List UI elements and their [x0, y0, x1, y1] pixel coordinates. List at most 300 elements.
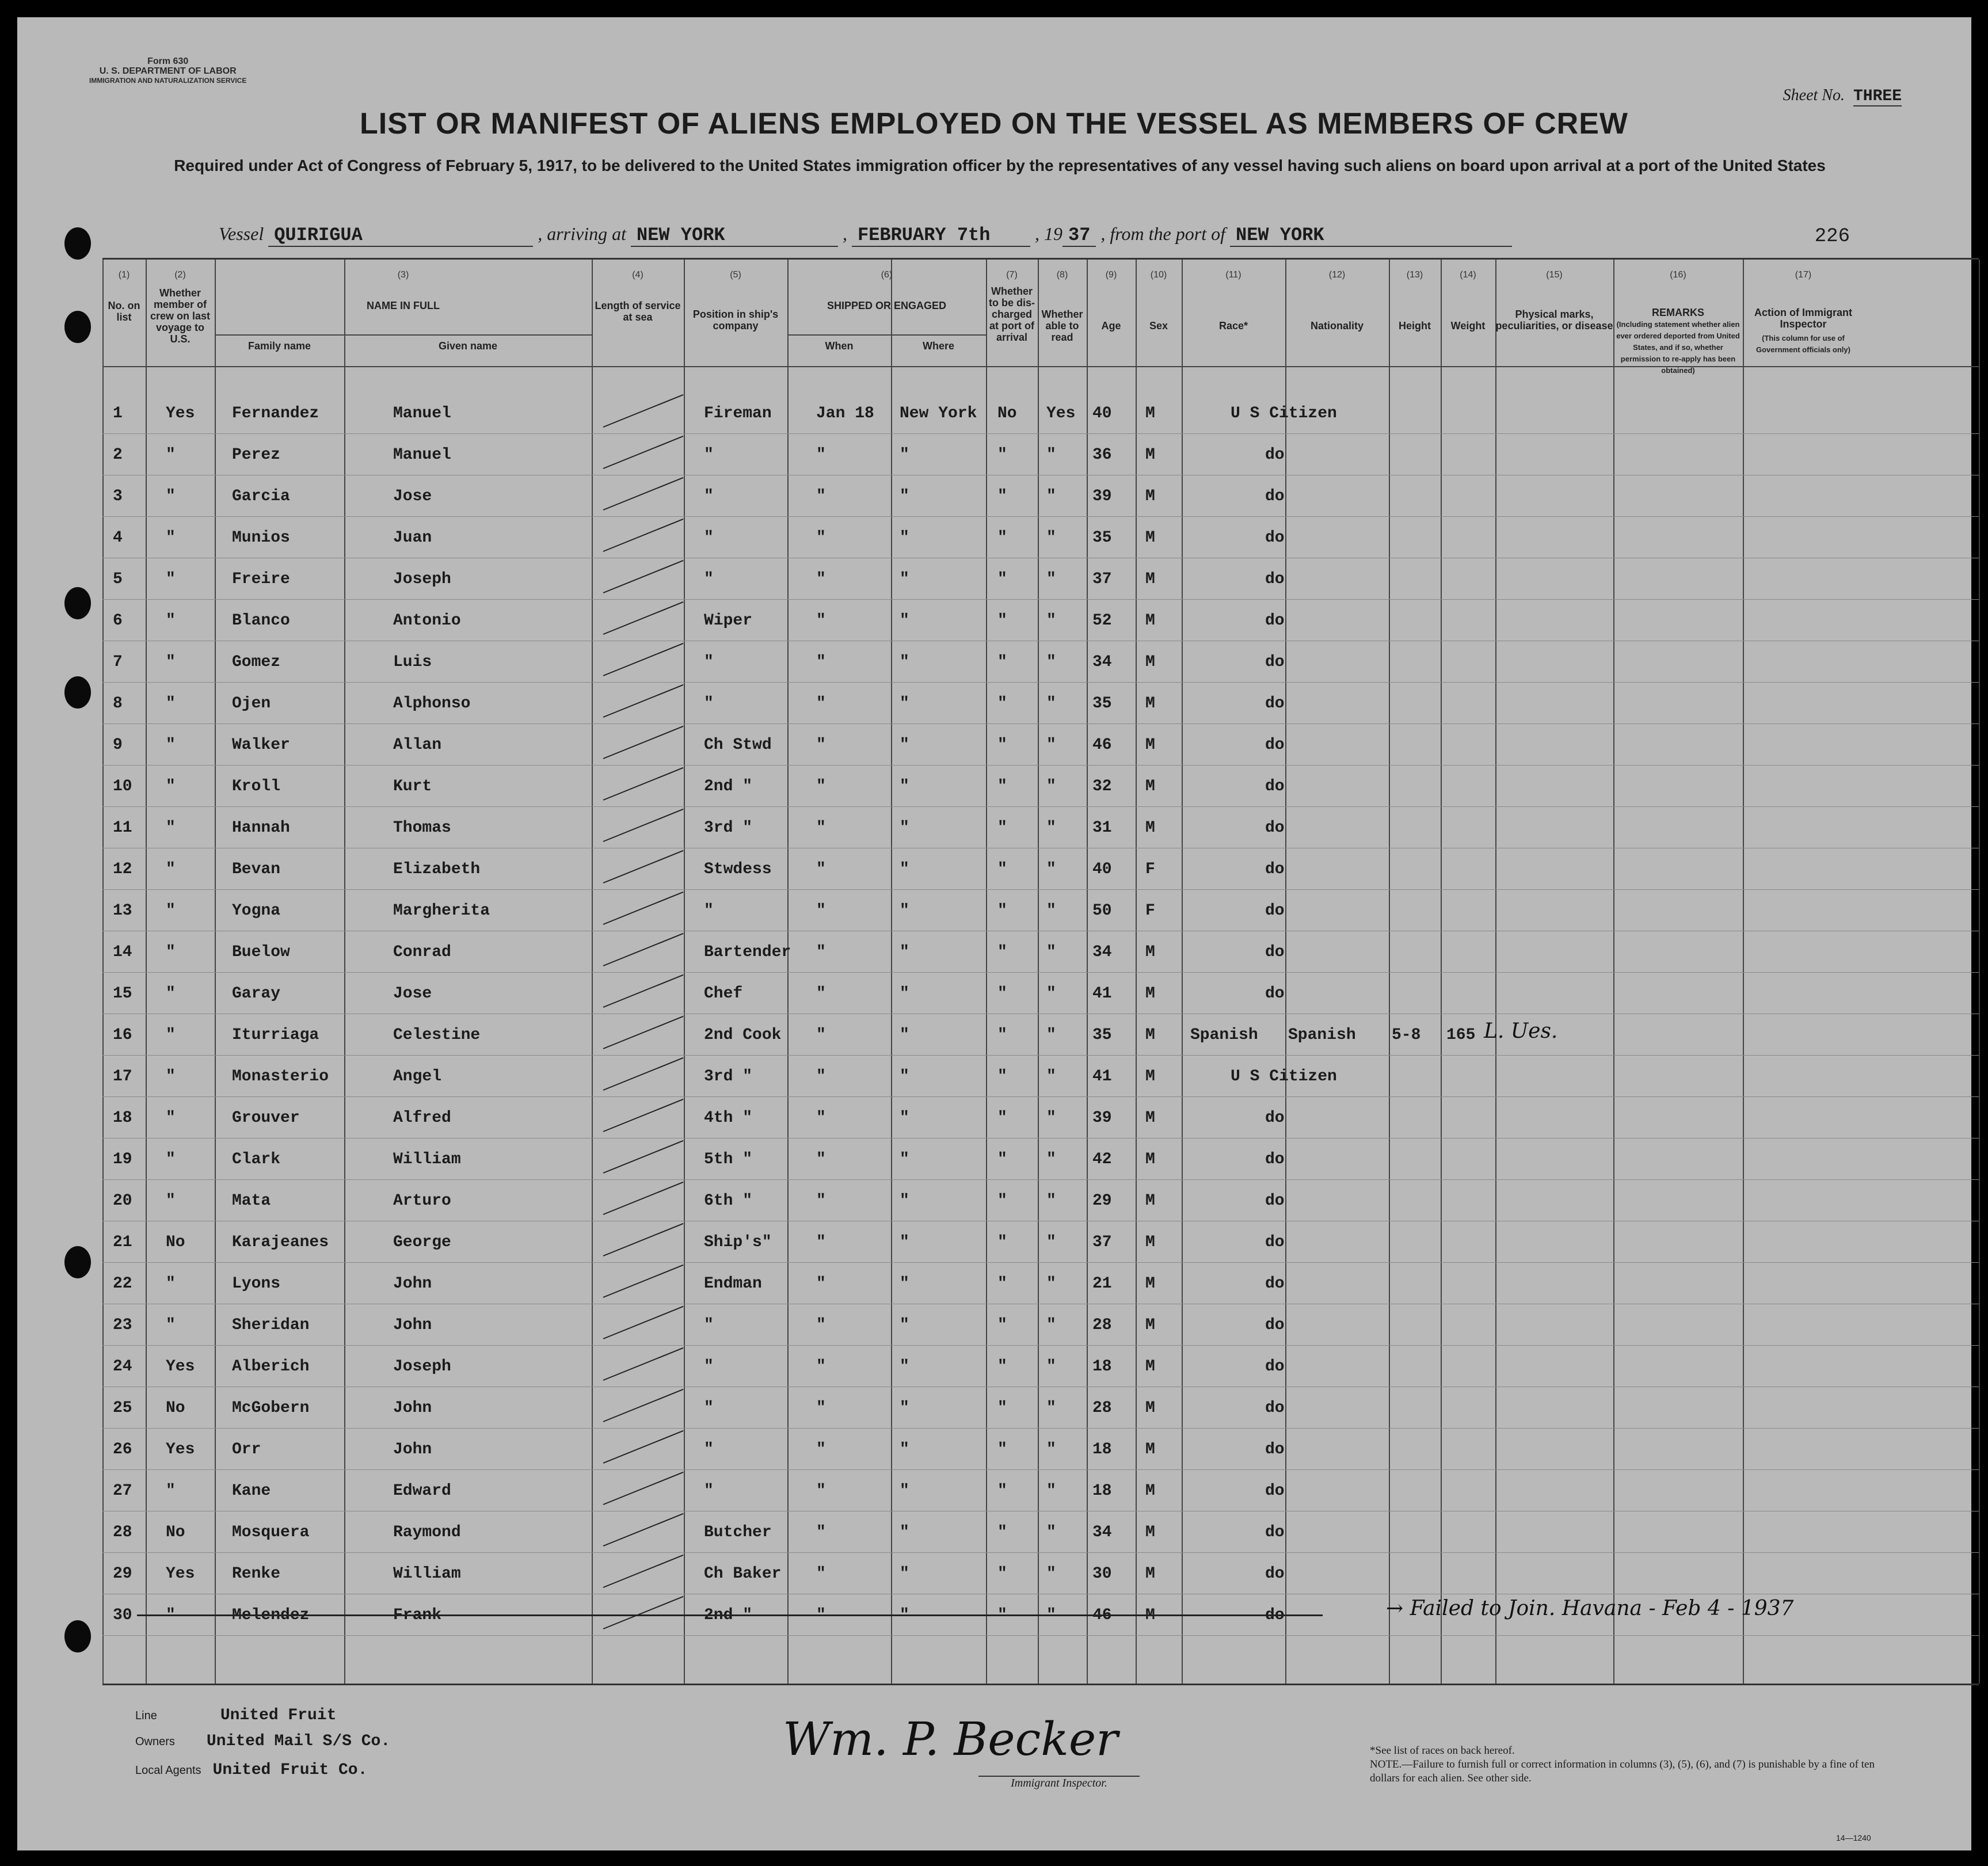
given-name: Joseph: [393, 1358, 451, 1376]
form-number: Form 630: [147, 56, 189, 66]
race: Spanish: [1190, 1026, 1258, 1044]
race: do: [1265, 1565, 1285, 1583]
row-number: 2: [113, 446, 123, 464]
family-name: Monasterio: [232, 1068, 329, 1086]
given-name: Angel: [393, 1068, 442, 1086]
header-age: Age: [1101, 320, 1121, 332]
discharged: ": [997, 695, 1007, 713]
header-race: Race*: [1218, 320, 1248, 332]
race: do: [1265, 488, 1285, 505]
shipped-where: ": [900, 1399, 909, 1417]
given-name: William: [393, 1151, 461, 1168]
given-name: Juan: [393, 529, 432, 547]
table-row: [102, 558, 1979, 598]
nationality: Spanish: [1288, 1026, 1356, 1044]
sheet-value: THREE: [1853, 87, 1902, 105]
position: ": [704, 1358, 714, 1376]
position: ": [704, 695, 714, 713]
sex: M: [1145, 695, 1155, 713]
shipped-where: ": [900, 985, 909, 1003]
header-remarks: REMARKS: [1651, 307, 1704, 318]
shipped-where: ": [900, 1358, 909, 1376]
discharged: ": [997, 1109, 1007, 1127]
position: ": [704, 653, 714, 671]
column-number: (13): [1406, 270, 1423, 280]
crew-member: ": [166, 1606, 176, 1624]
shipped-when: ": [816, 1151, 826, 1168]
sex: M: [1145, 1606, 1155, 1624]
shipped-when: ": [816, 1275, 826, 1293]
race: do: [1265, 1358, 1285, 1376]
height: 5-8: [1392, 1026, 1421, 1044]
family-name: Mosquera: [232, 1524, 310, 1541]
crew-member: ": [166, 1151, 176, 1168]
shipped-when: ": [816, 695, 826, 713]
column-number: (4): [632, 270, 643, 280]
given-name: Conrad: [393, 943, 451, 961]
row-number: 18: [113, 1109, 132, 1127]
shipped-where: ": [900, 1109, 909, 1127]
family-name: Mata: [232, 1192, 271, 1210]
able-to-read: ": [1046, 819, 1056, 837]
discharged: ": [997, 612, 1007, 630]
form-header: [89, 56, 246, 86]
page-subtitle: Required under Act of Congress of February 5, 1917, to be delivered to the United States immigration officer by the representatives of any vessel having such aliens on board upon arrival at a port of the United States: [174, 157, 1826, 174]
shipped-where: ": [900, 1482, 909, 1500]
able-to-read: ": [1046, 488, 1056, 505]
sex: F: [1145, 902, 1155, 920]
race: do: [1265, 1441, 1285, 1458]
age: 28: [1092, 1316, 1112, 1334]
sheet-label: Sheet No.: [1783, 86, 1845, 104]
crew-member: ": [166, 985, 176, 1003]
service-check-mark: [603, 1099, 684, 1132]
position: Ch Stwd: [704, 736, 772, 754]
sex: M: [1145, 736, 1155, 754]
service-check-mark: [603, 850, 684, 884]
position: Wiper: [704, 612, 753, 630]
discharged: ": [997, 1399, 1007, 1417]
service-check-mark: [603, 601, 684, 635]
discharged: ": [997, 819, 1007, 837]
sex: M: [1145, 612, 1155, 630]
position: Ch Baker: [704, 1565, 782, 1583]
age: 28: [1092, 1399, 1112, 1417]
discharged: No: [997, 405, 1017, 422]
race: do: [1265, 446, 1285, 464]
punch-hole: [64, 311, 91, 343]
agents-label: Local Agents: [135, 1764, 201, 1777]
column-number: (1): [118, 270, 130, 280]
sex: M: [1145, 819, 1155, 837]
age: 34: [1092, 943, 1112, 961]
shipped-where: ": [900, 570, 909, 588]
given-name: Elizabeth: [393, 860, 481, 878]
sex: M: [1145, 1192, 1155, 1210]
column-number: (14): [1460, 270, 1476, 280]
race: do: [1265, 1192, 1285, 1210]
able-to-read: ": [1046, 1316, 1056, 1334]
table-row: [102, 475, 1979, 515]
position: Chef: [704, 985, 743, 1003]
table-row: [102, 516, 1979, 557]
given-name: George: [393, 1233, 451, 1251]
owners-value: United Mail S/S Co.: [206, 1732, 391, 1750]
family-name: Munios: [232, 529, 290, 547]
crew-member: ": [166, 1026, 176, 1044]
age: 50: [1092, 902, 1112, 920]
service-check-mark: [603, 643, 684, 676]
shipped-where: ": [900, 1192, 909, 1210]
row-number: 29: [113, 1565, 132, 1583]
position: 2nd Cook: [704, 1026, 782, 1044]
age: 32: [1092, 778, 1112, 795]
column-number: (5): [730, 270, 741, 280]
position: ": [704, 1399, 714, 1417]
crew-member: ": [166, 653, 176, 671]
table-row: [102, 723, 1979, 764]
age: 18: [1092, 1482, 1112, 1500]
discharged: ": [997, 1482, 1007, 1500]
able-to-read: ": [1046, 612, 1056, 630]
header-nationality: Nationality: [1310, 320, 1364, 332]
crew-member: ": [166, 1275, 176, 1293]
discharged: ": [997, 1565, 1007, 1583]
shipped-where: ": [900, 653, 909, 671]
age: 46: [1092, 736, 1112, 754]
row-number: 27: [113, 1482, 132, 1500]
age: 35: [1092, 529, 1112, 547]
crew-member: ": [166, 1316, 176, 1334]
able-to-read: ": [1046, 1233, 1056, 1251]
service-check-mark: [603, 1306, 684, 1339]
given-name: John: [393, 1316, 432, 1334]
crew-member: Yes: [166, 1565, 195, 1583]
family-name: Clark: [232, 1151, 281, 1168]
position: Stwdess: [704, 860, 772, 878]
sex: M: [1145, 1109, 1155, 1127]
service-check-mark: [603, 1555, 684, 1588]
age: 41: [1092, 985, 1112, 1003]
given-name: Joseph: [393, 570, 451, 588]
shipped-where: ": [900, 1026, 909, 1044]
header-length: Length of service at sea: [595, 300, 681, 323]
sex: M: [1145, 1316, 1155, 1334]
shipped-where: ": [900, 943, 909, 961]
able-to-read: ": [1046, 1524, 1056, 1541]
family-name: Alberich: [232, 1358, 310, 1376]
position: Butcher: [704, 1524, 772, 1541]
sex: M: [1145, 446, 1155, 464]
header-weight: Weight: [1450, 320, 1486, 332]
given-name: Raymond: [393, 1524, 461, 1541]
service-check-mark: [603, 1265, 684, 1298]
crew-member: ": [166, 860, 176, 878]
row-number: 28: [113, 1524, 132, 1541]
row-divider: [102, 1635, 1979, 1636]
position: ": [704, 1316, 714, 1334]
shipped-when: ": [816, 943, 826, 961]
sex: F: [1145, 860, 1155, 878]
agents-value: United Fruit Co.: [212, 1761, 368, 1779]
discharged: ": [997, 943, 1007, 961]
shipped-where: ": [900, 860, 909, 878]
service-check-mark: [603, 1016, 684, 1049]
shipped-where: ": [900, 1151, 909, 1168]
sex: M: [1145, 405, 1155, 422]
able-to-read: ": [1046, 1606, 1056, 1624]
line-label: Line: [135, 1709, 157, 1722]
sex: M: [1145, 1524, 1155, 1541]
shipped-when: ": [816, 860, 826, 878]
agents-field: [135, 1761, 367, 1779]
race: do: [1265, 1606, 1285, 1624]
service-check-mark: [603, 809, 684, 842]
crew-member: ": [166, 1109, 176, 1127]
header-height: Height: [1399, 320, 1431, 332]
shipped-when: ": [816, 1192, 826, 1210]
sex: M: [1145, 778, 1155, 795]
discharged: ": [997, 985, 1007, 1003]
table-row: [102, 392, 1979, 432]
header-discharged: Whether to be dis-charged at port of arrival: [989, 285, 1035, 343]
row-number: 4: [113, 529, 123, 547]
column-number: (8): [1056, 270, 1068, 280]
sex: M: [1145, 653, 1155, 671]
discharged: ": [997, 1524, 1007, 1541]
table-row: [102, 1552, 1979, 1593]
able-to-read: ": [1046, 736, 1056, 754]
race: do: [1265, 736, 1285, 754]
service: IMMIGRATION AND NATURALIZATION SERVICE: [89, 77, 247, 85]
given-name: Luis: [393, 653, 432, 671]
shipped-where: ": [900, 1524, 909, 1541]
shipped-when: Jan 18: [816, 405, 874, 422]
row-number: 22: [113, 1275, 132, 1293]
service-check-mark: [603, 1513, 684, 1547]
shipped-when: ": [816, 736, 826, 754]
table-row: [102, 889, 1979, 930]
shipped-when: ": [816, 1606, 826, 1624]
discharged: ": [997, 1358, 1007, 1376]
family-name: Grouver: [232, 1109, 300, 1127]
given-name: Alphonso: [393, 695, 471, 713]
sex: M: [1145, 1068, 1155, 1086]
row-number: 25: [113, 1399, 132, 1417]
position: Endman: [704, 1275, 762, 1293]
shipped-where: ": [900, 1606, 909, 1624]
position: ": [704, 902, 714, 920]
row-number: 19: [113, 1151, 132, 1168]
race: do: [1265, 985, 1285, 1003]
shipped-when: ": [816, 488, 826, 505]
sex: M: [1145, 1275, 1155, 1293]
discharged: ": [997, 1441, 1007, 1458]
race: U S Citizen: [1231, 405, 1337, 422]
crew-member: ": [166, 488, 176, 505]
family-name: Garay: [232, 985, 281, 1003]
column-number: (12): [1328, 270, 1346, 280]
shipped-where: ": [900, 1233, 909, 1251]
family-name: Bevan: [232, 860, 281, 878]
race: do: [1265, 1151, 1285, 1168]
table-row: [102, 1304, 1979, 1344]
given-name: John: [393, 1275, 432, 1293]
crew-member: ": [166, 943, 176, 961]
family-name: Melendez: [232, 1606, 310, 1624]
family-name: Freire: [232, 570, 290, 588]
able-to-read: ": [1046, 1482, 1056, 1500]
shipped-when: ": [816, 653, 826, 671]
race: do: [1265, 1399, 1285, 1417]
discharged: ": [997, 778, 1007, 795]
page-title: LIST OR MANIFEST OF ALIENS EMPLOYED ON THE VESSEL AS MEMBERS OF CREW: [360, 107, 1628, 140]
sex: M: [1145, 1026, 1155, 1044]
header-action-sub: (This column for use of Government officials only): [1756, 334, 1850, 354]
age: 40: [1092, 405, 1112, 422]
position: ": [704, 1441, 714, 1458]
position: ": [704, 488, 714, 505]
shipped-when: ": [816, 1565, 826, 1583]
shipped-when: ": [816, 902, 826, 920]
line-field: [135, 1707, 336, 1724]
row-number: 24: [113, 1358, 132, 1376]
discharged: ": [997, 1026, 1007, 1044]
family-name: Yogna: [232, 902, 281, 920]
age: 35: [1092, 695, 1112, 713]
service-check-mark: [603, 1389, 684, 1422]
arriving-label: , arriving at: [538, 223, 626, 244]
penalty-note: NOTE.—Failure to furnish full or correct information in columns (3), (5), (6), and (7) is punishable by a fine of ten dollars for each alien. See other side.: [1370, 1758, 1875, 1784]
race: do: [1265, 529, 1285, 547]
position: 4th ": [704, 1109, 753, 1127]
row-number: 7: [113, 653, 123, 671]
table-row: [102, 806, 1979, 847]
family-name: Gomez: [232, 653, 281, 671]
service-check-mark: [603, 1182, 684, 1215]
crew-member: No: [166, 1233, 185, 1251]
position: ": [704, 529, 714, 547]
able-to-read: ": [1046, 570, 1056, 588]
column-number: (16): [1670, 270, 1686, 280]
footnote: [1370, 1744, 1899, 1785]
family-name: Garcia: [232, 488, 290, 505]
service-check-mark: [603, 477, 684, 511]
discharged: ": [997, 1316, 1007, 1334]
service-check-mark: [603, 974, 684, 1008]
sex: M: [1145, 570, 1155, 588]
header-shipped: SHIPPED OR ENGAGED: [827, 300, 947, 311]
shipped-when: ": [816, 529, 826, 547]
given-name: John: [393, 1441, 432, 1458]
shipped-where: ": [900, 1565, 909, 1583]
row-number: 8: [113, 695, 123, 713]
position: Fireman: [704, 405, 772, 422]
table-row: [102, 1096, 1979, 1137]
owners-label: Owners: [135, 1735, 175, 1748]
header-given: Given name: [438, 340, 498, 352]
handwritten-note-row16: L. Ues.: [1484, 1019, 1558, 1043]
header-no: No. on list: [108, 300, 140, 323]
able-to-read: ": [1046, 943, 1056, 961]
column-number: (15): [1546, 270, 1563, 280]
family-name: Hannah: [232, 819, 290, 837]
family-name: Perez: [232, 446, 281, 464]
from-label: , from the port of: [1100, 223, 1225, 244]
position: 3rd ": [704, 1068, 753, 1086]
row-number: 5: [113, 570, 123, 588]
service-check-mark: [603, 767, 684, 801]
table-row: [102, 1221, 1979, 1261]
race: do: [1265, 1316, 1285, 1334]
table-row: [102, 931, 1979, 971]
age: 35: [1092, 1026, 1112, 1044]
service-check-mark: [603, 560, 684, 593]
race: do: [1265, 902, 1285, 920]
weight: 165: [1446, 1026, 1476, 1044]
race: do: [1265, 570, 1285, 588]
able-to-read: ": [1046, 860, 1056, 878]
able-to-read: ": [1046, 1358, 1056, 1376]
header-position: Position in ship's company: [692, 309, 779, 332]
shipped-where: ": [900, 446, 909, 464]
sex: M: [1145, 1151, 1155, 1168]
shipped-where: ": [900, 695, 909, 713]
age: 39: [1092, 488, 1112, 505]
arrival-date: FEBRUARY 7th: [852, 224, 1030, 247]
family-name: Orr: [232, 1441, 261, 1458]
sex: M: [1145, 1482, 1155, 1500]
race: do: [1265, 819, 1285, 837]
table-row: [102, 1345, 1979, 1385]
family-name: Lyons: [232, 1275, 281, 1293]
race: do: [1265, 695, 1285, 713]
service-check-mark: [603, 436, 684, 469]
discharged: ": [997, 1192, 1007, 1210]
shipped-where: ": [900, 1441, 909, 1458]
shipped-when: ": [816, 1068, 826, 1086]
service-check-mark: [603, 1472, 684, 1505]
shipped-where: ": [900, 736, 909, 754]
header-remarks-sub: (Including statement whether alien ever ordered deported from United States, and if so, whether permission to re-apply has been obtained): [1616, 320, 1740, 375]
family-name: McGobern: [232, 1399, 310, 1417]
column-number: (2): [174, 270, 186, 280]
able-to-read: ": [1046, 1151, 1056, 1168]
column-number: (6): [881, 270, 893, 280]
age: 30: [1092, 1565, 1112, 1583]
crew-member: ": [166, 446, 176, 464]
given-name: Allan: [393, 736, 442, 754]
crew-member: No: [166, 1399, 185, 1417]
age: 18: [1092, 1441, 1112, 1458]
able-to-read: ": [1046, 1026, 1056, 1044]
shipped-when: ": [816, 446, 826, 464]
discharged: ": [997, 1606, 1007, 1624]
family-name: Kane: [232, 1482, 271, 1500]
service-check-mark: [603, 1596, 684, 1629]
service-check-mark: [603, 892, 684, 925]
shipped-when: ": [816, 1109, 826, 1127]
race: do: [1265, 778, 1285, 795]
age: 18: [1092, 1358, 1112, 1376]
able-to-read: Yes: [1046, 405, 1076, 422]
table-row: [102, 1511, 1979, 1551]
crew-member: ": [166, 1068, 176, 1086]
race: do: [1265, 1275, 1285, 1293]
row-number: 3: [113, 488, 123, 505]
row-number: 15: [113, 985, 132, 1003]
discharged: ": [997, 736, 1007, 754]
